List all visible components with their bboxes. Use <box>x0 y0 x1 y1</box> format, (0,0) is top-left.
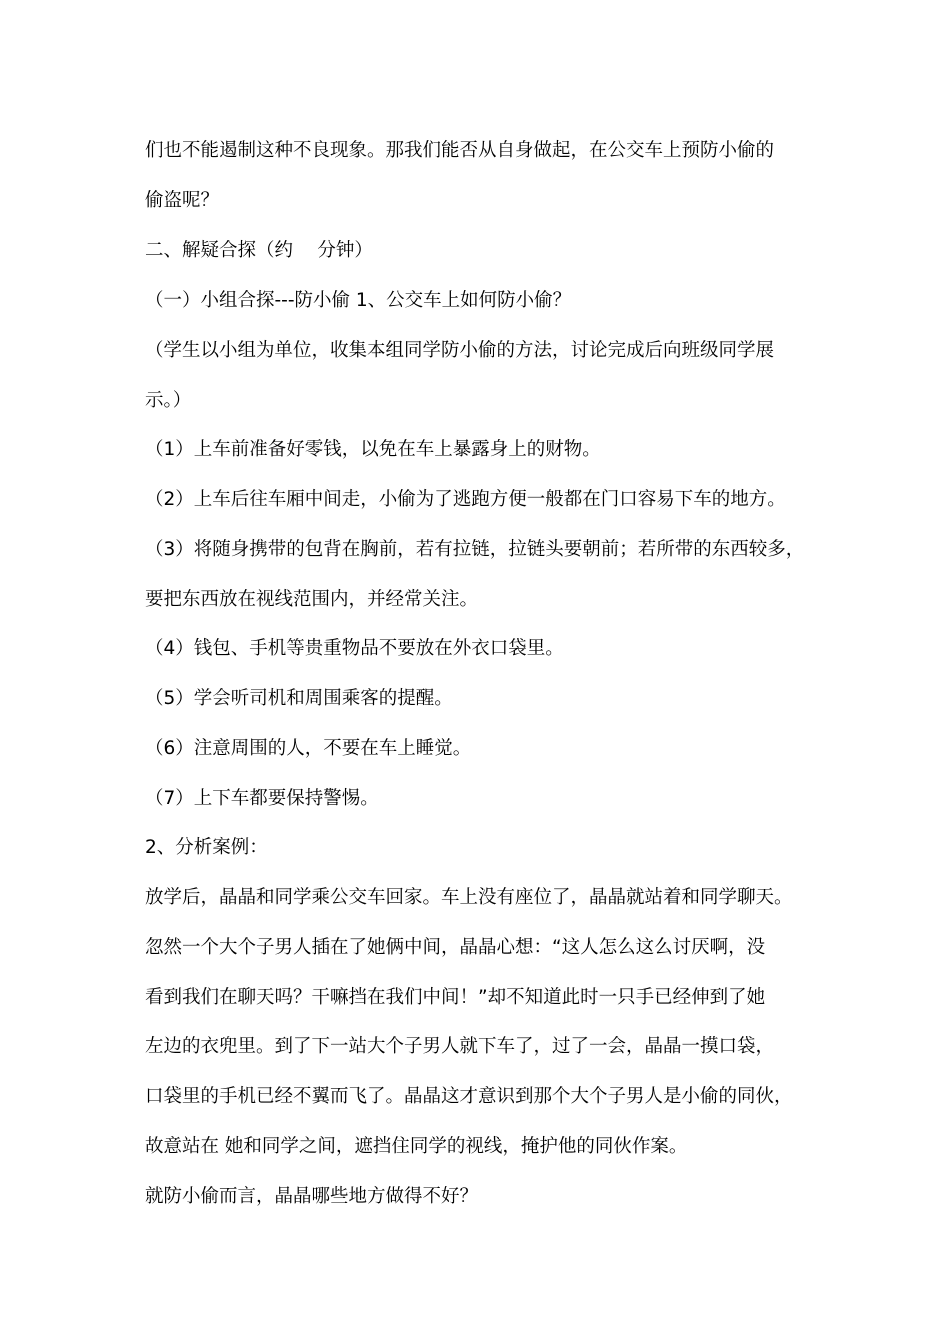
text-line: （学生以小组为单位，收集本组同学防小偷的方法，讨论完成后向班级同学展 <box>145 340 775 361</box>
text-line: 偷盗呢？ <box>145 190 220 211</box>
text-line: 忽然一个大个子男人插在了她俩中间，晶晶心想：“这人怎么这么讨厌啊，没 <box>145 937 766 958</box>
list-item: （2）上车后往车厢中间走，小偷为了逃跑方便一般都在门口容易下车的地方。 <box>145 489 786 510</box>
list-item: （1）上车前准备好零钱，以免在车上暴露身上的财物。 <box>145 439 601 460</box>
section-heading: 二、解疑合探（约 分钟） <box>145 240 373 261</box>
text-line: 们也不能遏制这种不良现象。那我们能否从自身做起，在公交车上预防小偷的 <box>145 140 775 161</box>
text-line: 看到我们在聊天吗？干嘛挡在我们中间！”却不知道此时一只手已经伸到了她 <box>145 987 766 1008</box>
text-line: 放学后，晶晶和同学乘公交车回家。车上没有座位了，晶晶就站着和同学聊天。 <box>145 887 793 908</box>
text-line: 就防小偷而言，晶晶哪些地方做得不好？ <box>145 1186 479 1207</box>
text-line: 口袋里的手机已经不翼而飞了。晶晶这才意识到那个大个子男人是小偷的同伙， <box>145 1086 793 1107</box>
text-line: 左边的衣兜里。到了下一站大个子男人就下车了，过了一会，晶晶一摸口袋， <box>145 1036 775 1057</box>
subsection-heading: 2、分析案例： <box>145 837 268 858</box>
list-item: （3）将随身携带的包背在胸前，若有拉链，拉链头要朝前；若所带的东西较多， <box>145 539 805 560</box>
list-item: （6）注意周围的人，不要在车上睡觉。 <box>145 738 472 759</box>
list-item: （5）学会听司机和周围乘客的提醒。 <box>145 688 453 709</box>
subsection-heading: （一）小组合探---防小偷 1、公交车上如何防小偷？ <box>145 290 572 311</box>
list-item: （7）上下车都要保持警惕。 <box>145 788 379 809</box>
text-line: 示。） <box>145 390 192 411</box>
text-line: 要把东西放在视线范围内，并经常关注。 <box>145 589 479 610</box>
list-item: （4）钱包、手机等贵重物品不要放在外衣口袋里。 <box>145 638 564 659</box>
text-line: 故意站在 她和同学之间，遮挡住同学的视线，掩护他的同伙作案。 <box>145 1136 688 1157</box>
